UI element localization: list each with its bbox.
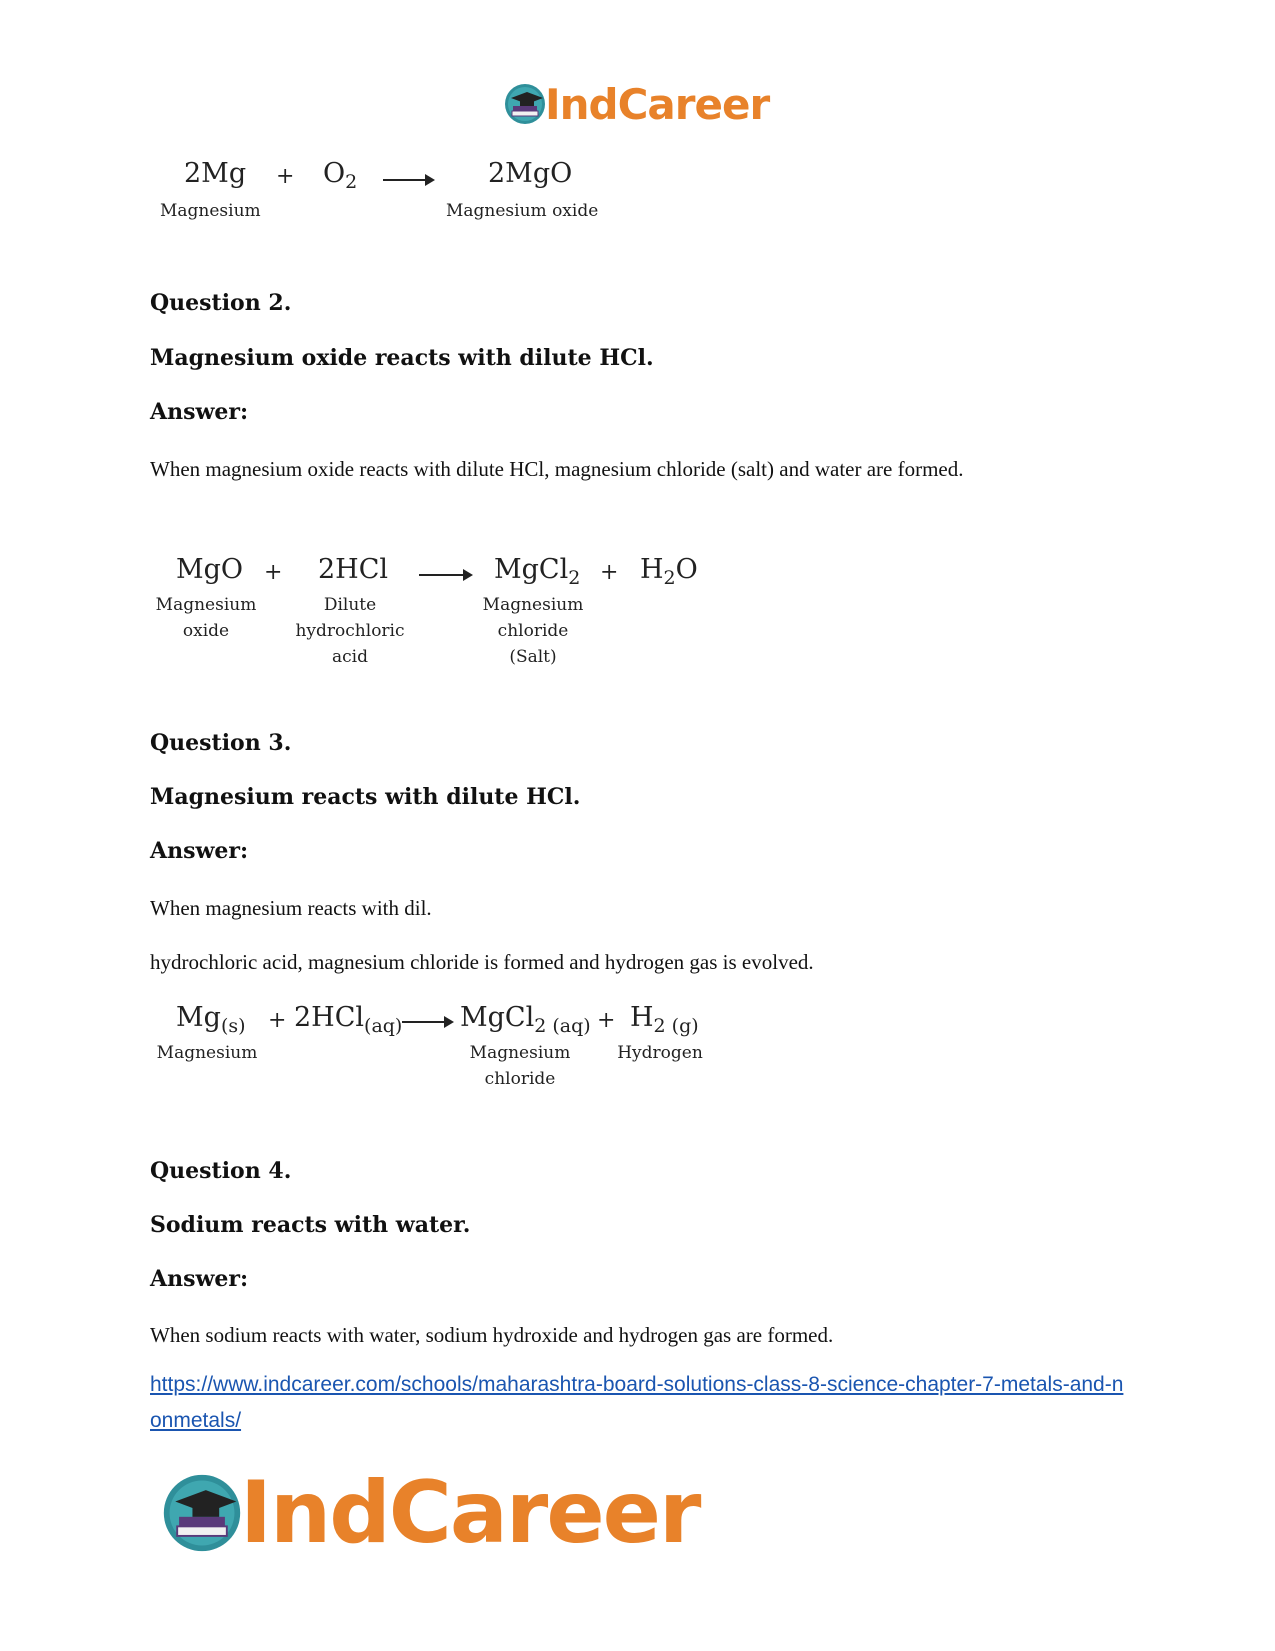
reaction-arrow	[402, 1021, 452, 1023]
source-link[interactable]: https://www.indcareer.com/schools/maharashtra-board-solutions-class-8-science-chapter-7-metals-and-nonmetals/	[150, 1373, 1124, 1432]
formula-o2: $O_2$	[323, 158, 358, 193]
plus-sign: +	[600, 560, 619, 585]
logo-wordmark: IndCareer	[240, 1463, 700, 1563]
label-dilute-hydrochloric-acid: Dilute hydrochloric acid	[295, 595, 405, 667]
plus-sign: +	[268, 1008, 287, 1033]
header-logo	[503, 80, 769, 128]
formula-2mg: 2Mg	[184, 158, 247, 189]
reaction-arrow	[383, 179, 433, 181]
reaction-arrow	[419, 574, 471, 576]
footer-logo	[160, 1463, 700, 1563]
formula-mgo: MgO	[176, 554, 244, 585]
label-hydrogen: Hydrogen	[617, 1043, 703, 1063]
question-4-heading: Question 4.	[150, 1158, 292, 1184]
question-3-answer-line-1: When magnesium reacts with dil.	[150, 896, 432, 920]
graduation-cap-books-globe-icon	[503, 82, 547, 126]
question-4-answer-label: Answer:	[150, 1266, 249, 1292]
question-2-answer-label: Answer:	[150, 399, 249, 425]
label-magnesium: Magnesium	[156, 1043, 258, 1063]
logo-wordmark: IndCareer	[545, 79, 770, 129]
formula-mgcl2-aq: MgCl$_{2 (aq)}$	[460, 1002, 591, 1037]
question-3-heading: Question 3.	[150, 730, 292, 756]
plus-sign: +	[276, 164, 295, 189]
formula-mgcl2: MgCl$_2$	[494, 554, 581, 589]
formula-2hcl-aq: 2HCl$_{(aq)}$	[294, 1002, 403, 1037]
question-3-answer-label: Answer:	[150, 838, 249, 864]
label-magnesium-oxide: Magnesium oxide	[155, 595, 257, 641]
question-4-answer-text: When sodium reacts with water, sodium hydroxide and hydrogen gas are formed.	[150, 1323, 834, 1347]
graduation-cap-books-globe-icon	[160, 1471, 244, 1555]
formula-h2o: $H_2O$	[640, 554, 698, 589]
label-magnesium: Magnesium	[160, 201, 261, 221]
label-magnesium-oxide: Magnesium oxide	[446, 201, 599, 221]
label-magnesium-chloride: Magnesium chloride	[469, 1043, 571, 1089]
question-3-answer-line-2: hydrochloric acid, magnesium chloride is formed and hydrogen gas is evolved.	[150, 950, 814, 974]
formula-2mgo: 2MgO	[488, 158, 573, 189]
question-3-title: Magnesium reacts with dilute HCl.	[150, 784, 581, 810]
formula-mg-s: $Mg_{(s)}$	[176, 1002, 246, 1037]
plus-sign: +	[264, 560, 283, 585]
question-2-heading: Question 2.	[150, 290, 292, 316]
plus-sign: +	[597, 1008, 616, 1033]
label-magnesium-chloride-salt: Magnesium chloride (Salt)	[482, 595, 584, 667]
formula-h2-g: $H_{2 (g)}$	[630, 1002, 699, 1037]
question-2-title: Magnesium oxide reacts with dilute HCl.	[150, 345, 654, 371]
question-4-title: Sodium reacts with water.	[150, 1212, 471, 1238]
question-2-answer-text: When magnesium oxide reacts with dilute HCl, magnesium chloride (salt) and water are formed.	[150, 457, 964, 481]
formula-2hcl: 2HCl	[318, 554, 389, 585]
